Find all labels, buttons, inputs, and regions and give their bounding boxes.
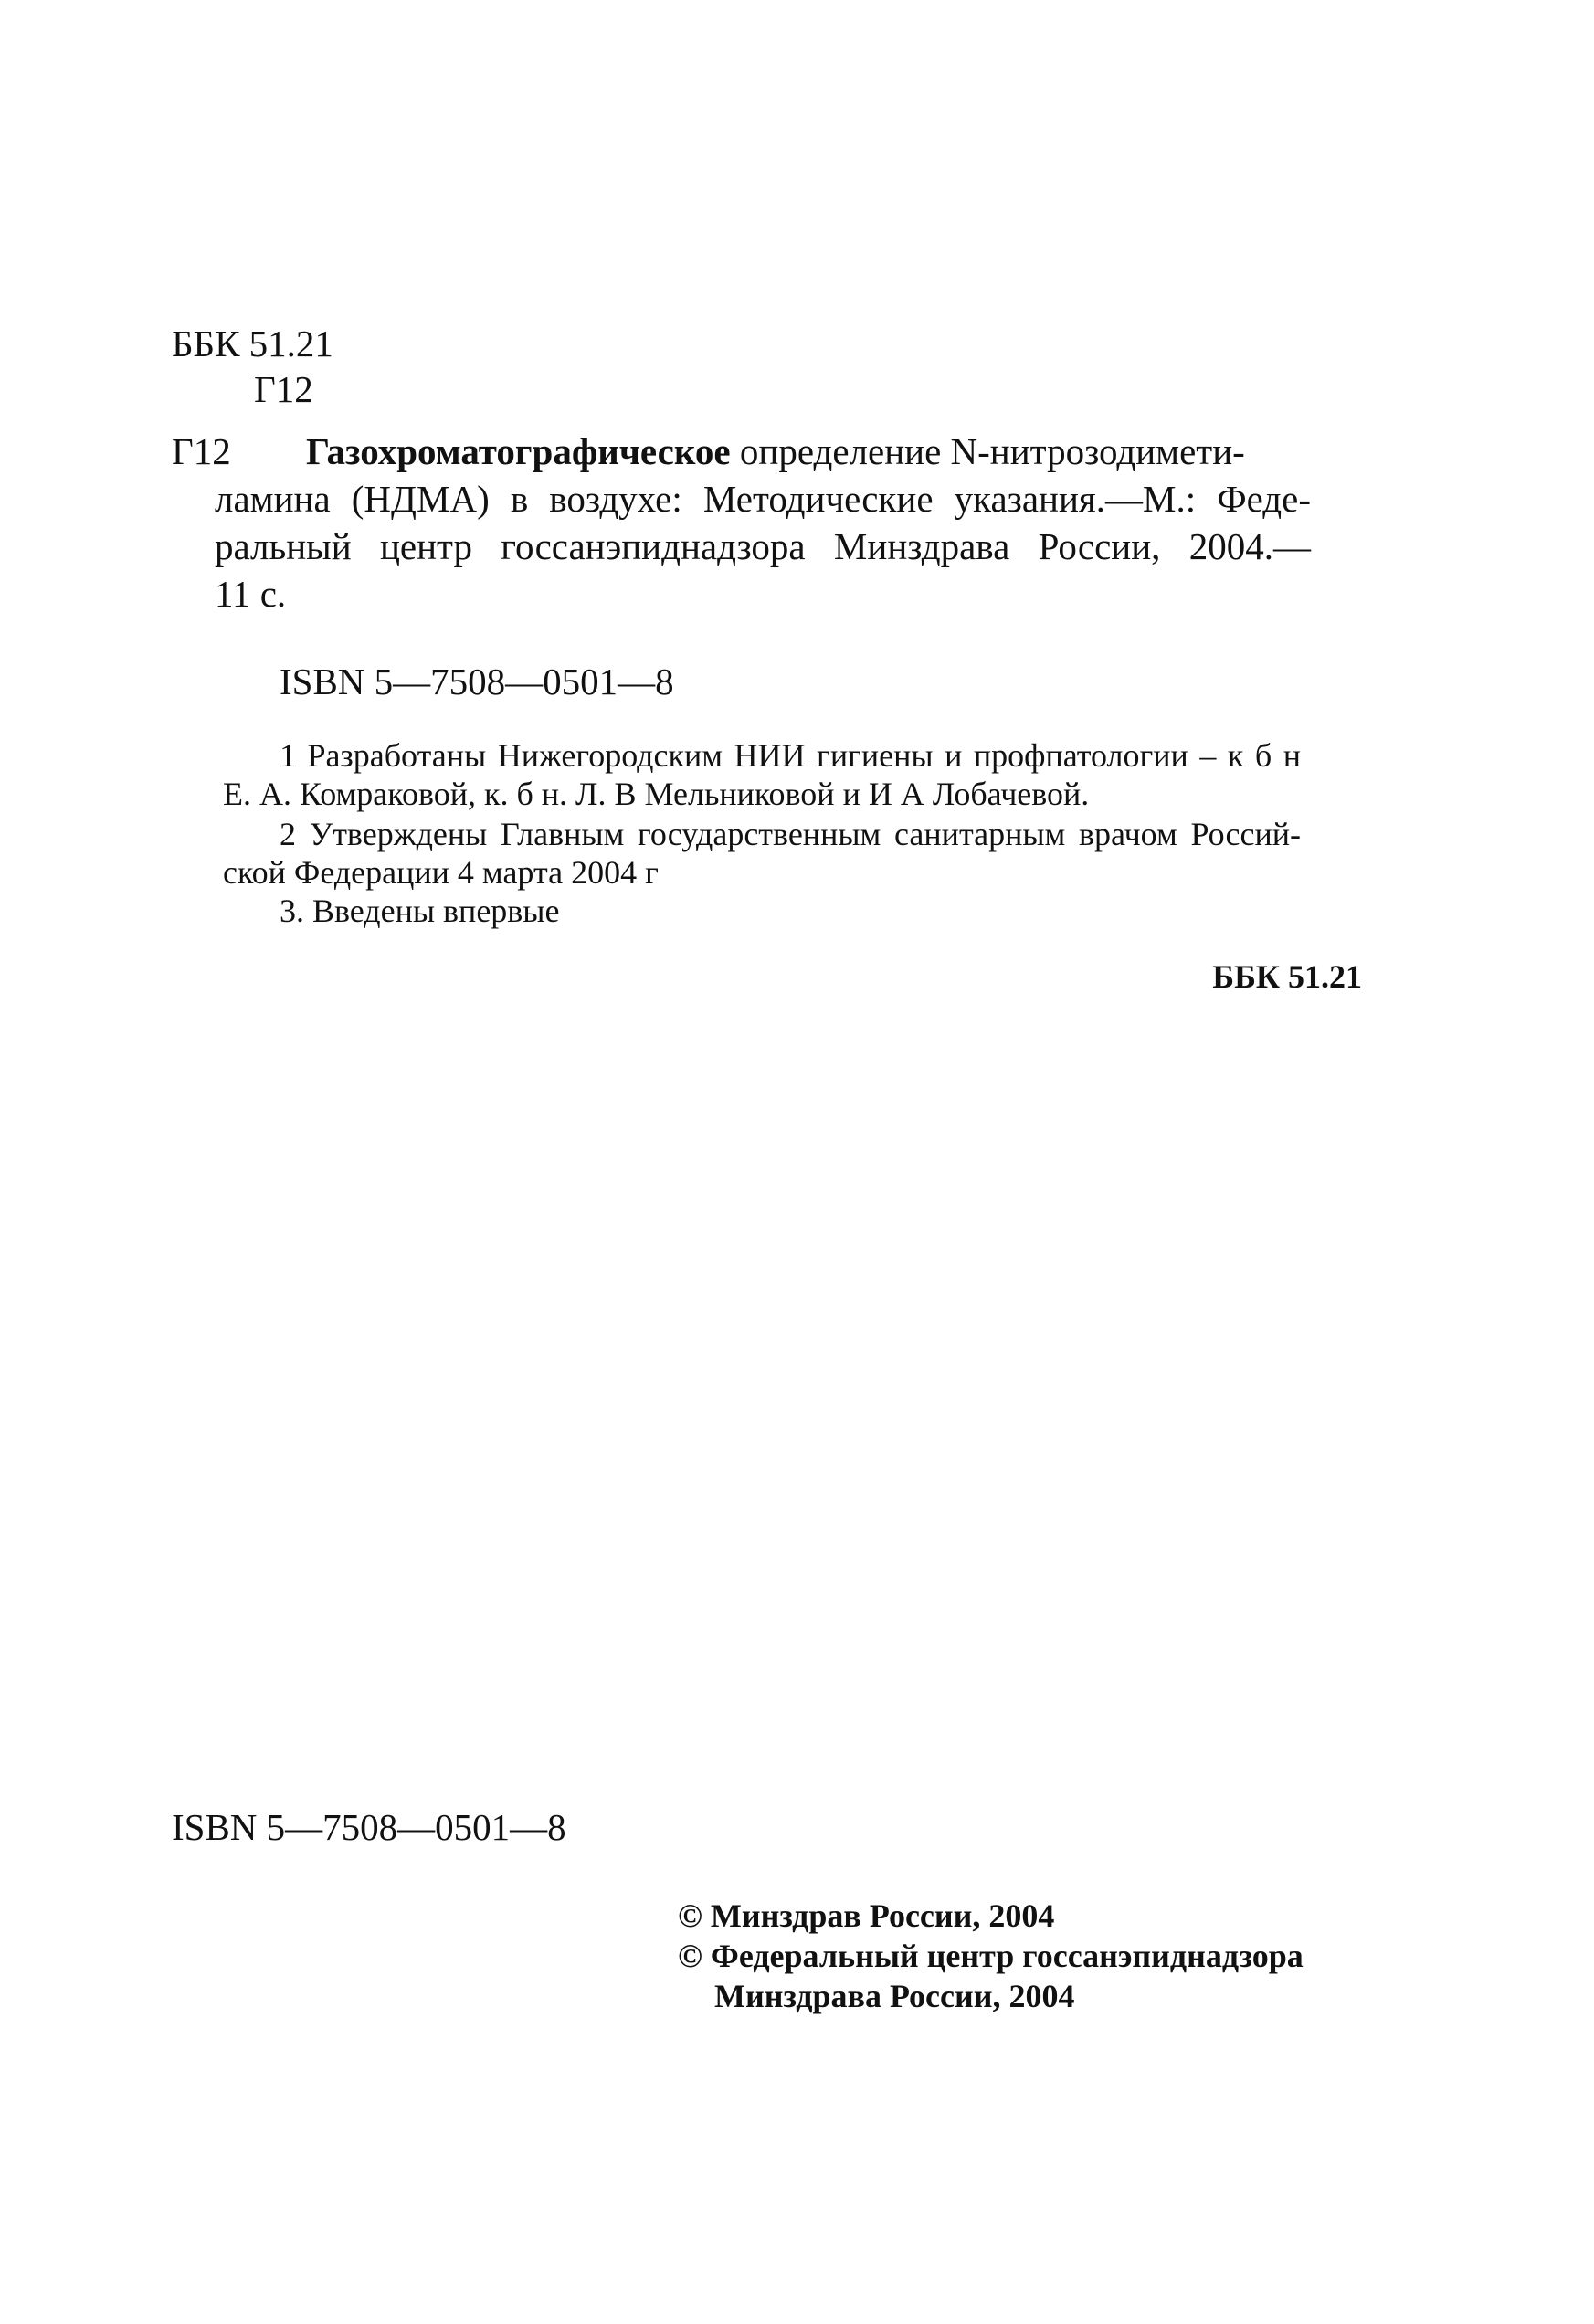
- copyright-line-3: Минздрава России, 2004: [714, 1978, 1075, 2014]
- author-mark: Г12: [254, 368, 313, 410]
- entry-index: Г12: [172, 430, 231, 472]
- bbk-right: ББК 51.21: [1212, 958, 1362, 995]
- copyright-line-2: © Федеральный центр госсанэпиднадзора: [678, 1938, 1304, 1974]
- bbk-code: ББК 51.21: [172, 322, 333, 364]
- copyright-line-1: © Минздрав России, 2004: [678, 1897, 1055, 1934]
- entry-line-1: [306, 429, 1311, 473]
- isbn-top: ISBN 5—7508—0501—8: [280, 660, 674, 702]
- entry-line-3: ральный центр госсанэпиднадзора Минздрава России, 2004.—: [215, 525, 1311, 567]
- entry-line-1-rest: определение N-нитрозодимети-: [739, 430, 1245, 472]
- entry-line-4: 11 с.: [215, 573, 287, 615]
- entry-line-2: ламина (НДМА) в воздухе: Методические указания.—М.: Феде-: [215, 478, 1311, 520]
- note-1-line-1: 1 Разработаны Нижегородским НИИ гигиены и профпатологии – к б н: [280, 737, 1301, 774]
- isbn-bottom: ISBN 5—7508—0501—8: [172, 1806, 566, 1848]
- note-1-line-2: Е. А. Комраковой, к. б н. Л. В Мельниковой и И А Лобачевой.: [223, 776, 1090, 812]
- entry-title: Газохроматографическое: [306, 430, 731, 472]
- note-3: 3. Введены впервые: [280, 893, 560, 929]
- note-2-line-1: 2 Утверждены Главным государственным санитарным врачом Россий-: [280, 816, 1301, 852]
- note-2-line-2: ской Федерации 4 марта 2004 г: [223, 854, 659, 891]
